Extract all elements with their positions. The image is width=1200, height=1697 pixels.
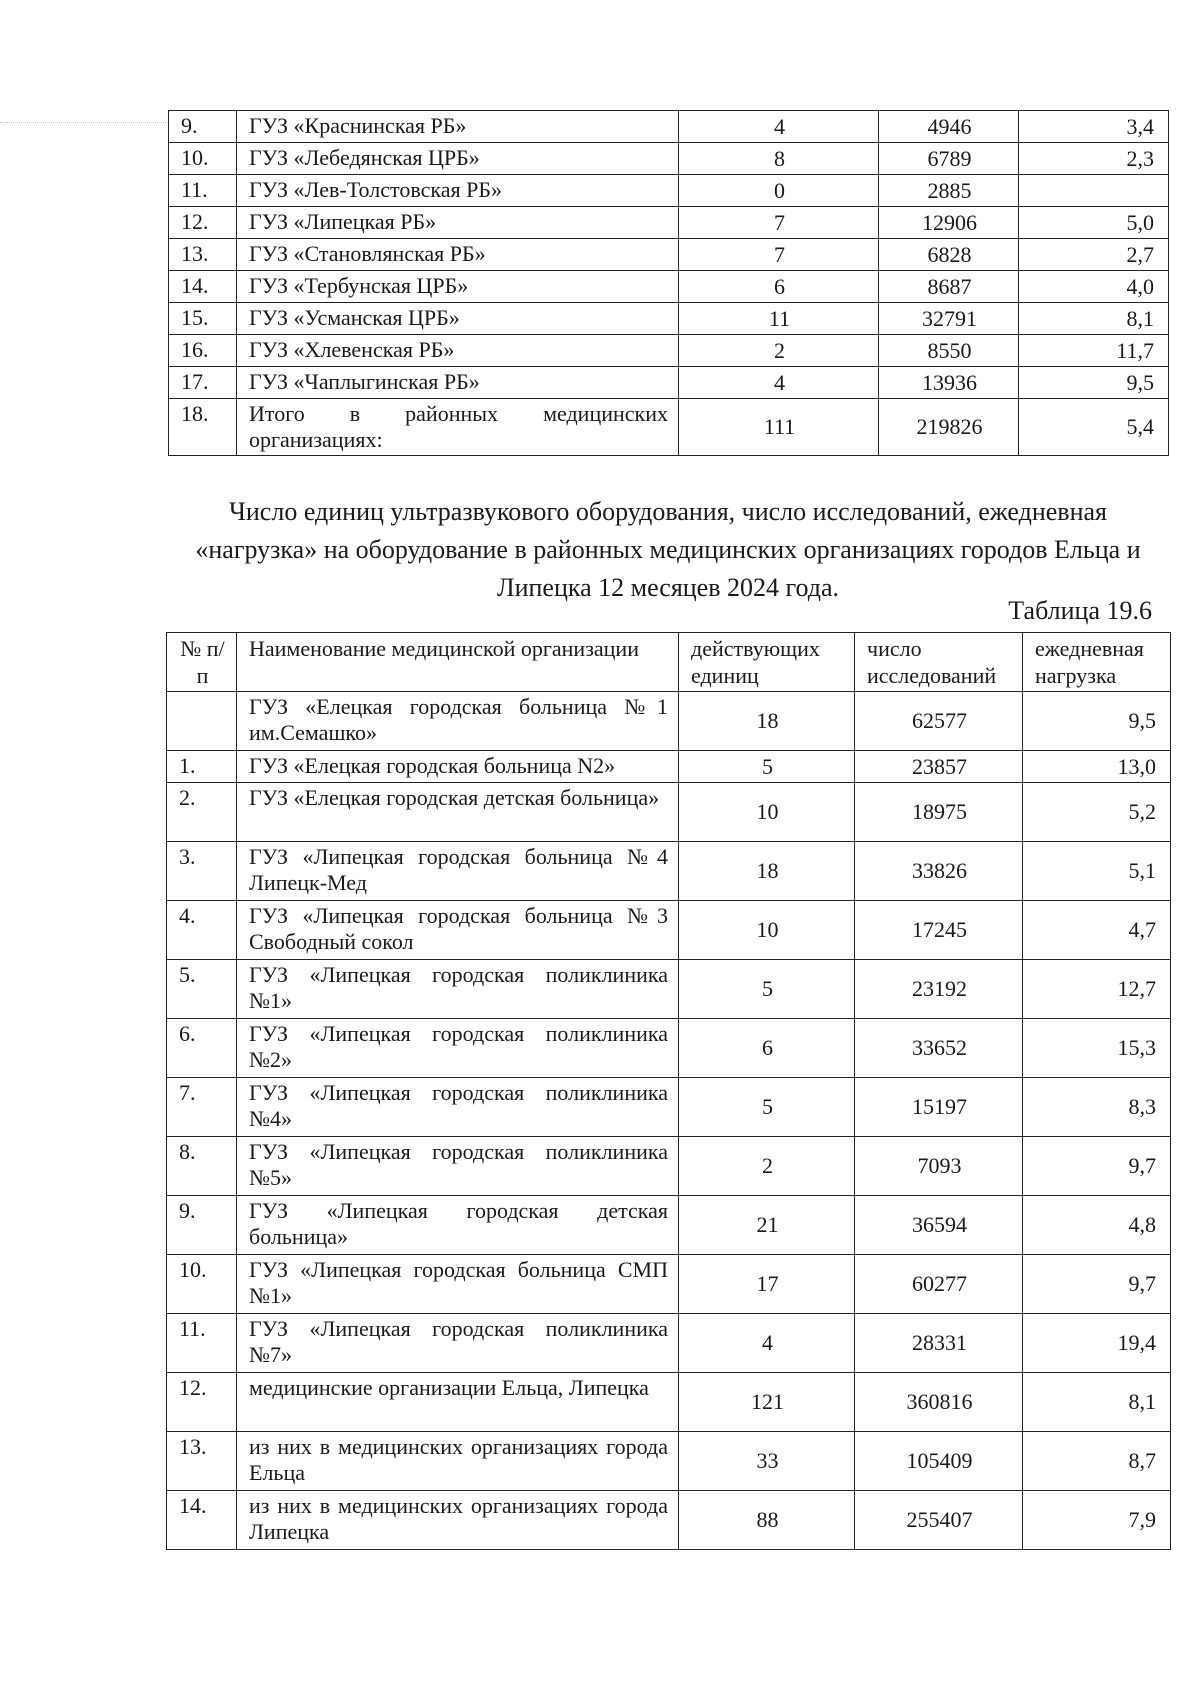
table-row <box>169 239 1169 271</box>
active-units-cell: 2 <box>679 335 879 367</box>
table-row <box>169 207 1169 239</box>
row-number-cell: 7. <box>167 1078 237 1137</box>
table-row <box>167 1019 1171 1078</box>
row-number-cell: 16. <box>169 335 237 367</box>
daily-load-cell: 9,5 <box>1019 367 1169 399</box>
organization-name-cell: ГУЗ «Лебедянская ЦРБ» <box>237 143 679 175</box>
table-row <box>169 143 1169 175</box>
study-count-cell: 13936 <box>879 367 1019 399</box>
study-count-cell: 360816 <box>855 1373 1023 1432</box>
table-row <box>167 783 1171 842</box>
table-row <box>167 1196 1171 1255</box>
study-count-cell: 33826 <box>855 842 1023 901</box>
daily-load-cell: 9,7 <box>1023 1255 1171 1314</box>
table-row <box>167 1255 1171 1314</box>
study-count-cell: 32791 <box>879 303 1019 335</box>
active-units-cell: 5 <box>679 751 855 783</box>
organization-name-cell: медицинские организации Ельца, Липецка <box>237 1373 679 1432</box>
table-row <box>167 1432 1171 1491</box>
table-row <box>167 692 1171 751</box>
table-row <box>167 1314 1171 1373</box>
row-number-cell: 10. <box>169 143 237 175</box>
organization-name-cell: ГУЗ «Липецкая РБ» <box>237 207 679 239</box>
header-active-units: действующих единиц <box>679 633 855 692</box>
active-units-cell: 17 <box>679 1255 855 1314</box>
daily-load-cell: 5,4 <box>1019 399 1169 456</box>
active-units-cell: 11 <box>679 303 879 335</box>
row-number-cell: 11. <box>167 1314 237 1373</box>
organization-name-cell: ГУЗ «Становлянская РБ» <box>237 239 679 271</box>
row-number-cell: 14. <box>167 1491 237 1550</box>
row-number-cell: 18. <box>169 399 237 456</box>
active-units-cell: 4 <box>679 1314 855 1373</box>
header-daily-load: ежедневная нагрузка <box>1023 633 1171 692</box>
scan-artifact-line <box>0 122 168 123</box>
daily-load-cell: 5,2 <box>1023 783 1171 842</box>
active-units-cell: 7 <box>679 207 879 239</box>
study-count-cell: 17245 <box>855 901 1023 960</box>
study-count-cell: 105409 <box>855 1432 1023 1491</box>
study-count-cell: 219826 <box>879 399 1019 456</box>
table-row <box>169 175 1169 207</box>
table-row <box>167 1373 1171 1432</box>
city-organizations-table <box>166 632 1171 1550</box>
organization-name-cell: ГУЗ «Усманская ЦРБ» <box>237 303 679 335</box>
study-count-cell: 60277 <box>855 1255 1023 1314</box>
study-count-cell: 62577 <box>855 692 1023 751</box>
organization-name-cell: из них в медицинских организациях города Ельца <box>237 1432 679 1491</box>
active-units-cell: 10 <box>679 901 855 960</box>
study-count-cell: 23857 <box>855 751 1023 783</box>
organization-name-cell: ГУЗ «Елецкая городская больница N2» <box>237 751 679 783</box>
active-units-cell: 2 <box>679 1137 855 1196</box>
organization-name-cell: ГУЗ «Липецкая городская поликлиника №7» <box>237 1314 679 1373</box>
organization-name-cell: из них в медицинских организациях города Липецка <box>237 1491 679 1550</box>
daily-load-cell: 9,7 <box>1023 1137 1171 1196</box>
row-number-cell: 17. <box>169 367 237 399</box>
header-number: № п/п <box>167 633 237 692</box>
district-organizations-table-body <box>169 111 1169 456</box>
organization-name-cell: ГУЗ «Лев-Толстовская РБ» <box>237 175 679 207</box>
daily-load-cell: 11,7 <box>1019 335 1169 367</box>
daily-load-cell: 19,4 <box>1023 1314 1171 1373</box>
row-number-cell: 6. <box>167 1019 237 1078</box>
study-count-cell: 2885 <box>879 175 1019 207</box>
city-organizations-table-body <box>167 692 1171 1550</box>
row-number-cell: 15. <box>169 303 237 335</box>
organization-name-cell: ГУЗ «Елецкая городская детская больница» <box>237 783 679 842</box>
organization-name-cell: ГУЗ «Липецкая городская больница №4 Липецк-Мед <box>237 842 679 901</box>
daily-load-cell: 7,9 <box>1023 1491 1171 1550</box>
study-count-cell: 33652 <box>855 1019 1023 1078</box>
study-count-cell: 36594 <box>855 1196 1023 1255</box>
district-organizations-table <box>168 110 1169 456</box>
active-units-cell: 4 <box>679 367 879 399</box>
table-caption: Число единиц ультразвукового оборудования, число исследований, ежедневная «нагрузка» на оборудование в районных медицинских организациях городов Ельца и Липецка 12 месяцев 2024 года. <box>195 497 1141 602</box>
organization-name-cell: ГУЗ «Елецкая городская больница №1 им.Семашко» <box>237 692 679 751</box>
active-units-cell: 6 <box>679 271 879 303</box>
organization-name-cell: ГУЗ «Липецкая городская поликлиника №1» <box>237 960 679 1019</box>
study-count-cell: 28331 <box>855 1314 1023 1373</box>
table-row <box>169 303 1169 335</box>
row-number-cell: 14. <box>169 271 237 303</box>
active-units-cell: 0 <box>679 175 879 207</box>
row-number-cell <box>167 692 237 751</box>
study-count-cell: 7093 <box>855 1137 1023 1196</box>
organization-name-cell: ГУЗ «Липецкая городская поликлиника №5» <box>237 1137 679 1196</box>
active-units-cell: 33 <box>679 1432 855 1491</box>
daily-load-cell: 8,1 <box>1019 303 1169 335</box>
row-number-cell: 9. <box>169 111 237 143</box>
daily-load-cell: 5,1 <box>1023 842 1171 901</box>
daily-load-cell: 8,7 <box>1023 1432 1171 1491</box>
daily-load-cell: 4,7 <box>1023 901 1171 960</box>
row-number-cell: 3. <box>167 842 237 901</box>
active-units-cell: 5 <box>679 960 855 1019</box>
table-row <box>169 399 1169 456</box>
daily-load-cell: 15,3 <box>1023 1019 1171 1078</box>
study-count-cell: 4946 <box>879 111 1019 143</box>
organization-name-cell: ГУЗ «Липецкая городская больница №3 Свободный сокол <box>237 901 679 960</box>
header-organization-name: Наименование медицинской организации <box>237 633 679 692</box>
row-number-cell: 2. <box>167 783 237 842</box>
daily-load-cell: 4,0 <box>1019 271 1169 303</box>
active-units-cell: 88 <box>679 1491 855 1550</box>
header-study-count: число исследований <box>855 633 1023 692</box>
study-count-cell: 8550 <box>879 335 1019 367</box>
organization-name-cell: ГУЗ «Липецкая городская поликлиника №4» <box>237 1078 679 1137</box>
daily-load-cell: 2,7 <box>1019 239 1169 271</box>
table-row <box>167 751 1171 783</box>
row-number-cell: 13. <box>167 1432 237 1491</box>
daily-load-cell: 5,0 <box>1019 207 1169 239</box>
table-row <box>167 1491 1171 1550</box>
active-units-cell: 5 <box>679 1078 855 1137</box>
organization-name-cell: ГУЗ «Тербунская ЦРБ» <box>237 271 679 303</box>
daily-load-cell: 2,3 <box>1019 143 1169 175</box>
active-units-cell: 7 <box>679 239 879 271</box>
organization-name-cell: ГУЗ «Липецкая городская поликлиника №2» <box>237 1019 679 1078</box>
daily-load-cell: 3,4 <box>1019 111 1169 143</box>
active-units-cell: 4 <box>679 111 879 143</box>
study-count-cell: 6789 <box>879 143 1019 175</box>
row-number-cell: 8. <box>167 1137 237 1196</box>
study-count-cell: 15197 <box>855 1078 1023 1137</box>
table-row <box>167 901 1171 960</box>
table-row <box>167 960 1171 1019</box>
study-count-cell: 8687 <box>879 271 1019 303</box>
table-row <box>169 111 1169 143</box>
active-units-cell: 18 <box>679 692 855 751</box>
study-count-cell: 23192 <box>855 960 1023 1019</box>
row-number-cell: 9. <box>167 1196 237 1255</box>
table-header-row <box>167 633 1171 692</box>
active-units-cell: 111 <box>679 399 879 456</box>
row-number-cell: 5. <box>167 960 237 1019</box>
active-units-cell: 121 <box>679 1373 855 1432</box>
table-row <box>167 1078 1171 1137</box>
row-number-cell: 12. <box>169 207 237 239</box>
organization-name-cell: ГУЗ «Липецкая городская больница СМП №1» <box>237 1255 679 1314</box>
table-row <box>169 271 1169 303</box>
row-number-cell: 13. <box>169 239 237 271</box>
row-number-cell: 12. <box>167 1373 237 1432</box>
organization-name-cell: ГУЗ «Хлевенская РБ» <box>237 335 679 367</box>
active-units-cell: 18 <box>679 842 855 901</box>
organization-name-cell: ГУЗ «Чаплыгинская РБ» <box>237 367 679 399</box>
daily-load-cell: 8,1 <box>1023 1373 1171 1432</box>
active-units-cell: 10 <box>679 783 855 842</box>
daily-load-cell: 8,3 <box>1023 1078 1171 1137</box>
row-number-cell: 1. <box>167 751 237 783</box>
table-number-label: Таблица 19.6 <box>1008 596 1152 625</box>
table-row <box>169 367 1169 399</box>
table-row <box>167 1137 1171 1196</box>
organization-name-cell: ГУЗ «Краснинская РБ» <box>237 111 679 143</box>
daily-load-cell: 12,7 <box>1023 960 1171 1019</box>
daily-load-cell: 9,5 <box>1023 692 1171 751</box>
organization-name-cell: Итого в районных медицинских организациях: <box>237 399 679 456</box>
study-count-cell: 255407 <box>855 1491 1023 1550</box>
study-count-cell: 18975 <box>855 783 1023 842</box>
study-count-cell: 12906 <box>879 207 1019 239</box>
row-number-cell: 11. <box>169 175 237 207</box>
daily-load-cell: 13,0 <box>1023 751 1171 783</box>
active-units-cell: 6 <box>679 1019 855 1078</box>
row-number-cell: 4. <box>167 901 237 960</box>
daily-load-cell: 4,8 <box>1023 1196 1171 1255</box>
table-row <box>169 335 1169 367</box>
organization-name-cell: ГУЗ «Липецкая городская детская больница» <box>237 1196 679 1255</box>
row-number-cell: 10. <box>167 1255 237 1314</box>
table-row <box>167 842 1171 901</box>
study-count-cell: 6828 <box>879 239 1019 271</box>
active-units-cell: 21 <box>679 1196 855 1255</box>
active-units-cell: 8 <box>679 143 879 175</box>
daily-load-cell <box>1019 175 1169 207</box>
